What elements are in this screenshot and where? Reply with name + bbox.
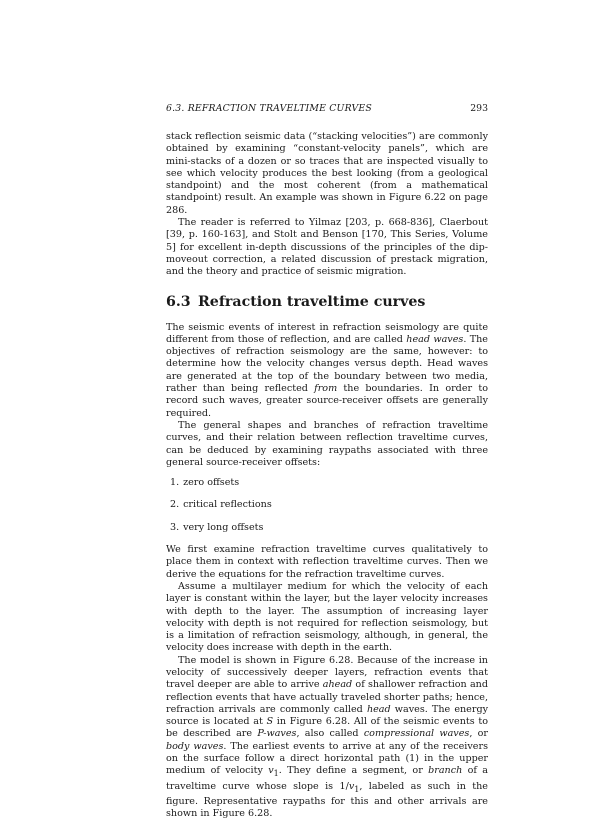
emphasis: from: [314, 383, 338, 395]
emphasis: ahead: [322, 679, 353, 691]
text-run: . The earliest events to arrive at any of the receivers on the surface follow a direct horizontal path (1) in the upper medium of velocity: [166, 740, 488, 777]
math-var: v: [268, 765, 274, 777]
paragraph-references: The reader is referred to Yilmaz [203, p. 668-836], Claerbout [39, p. 160-163], and Stolt and Benson [170, This Series, Volume 5] for excellent in-depth discussions of the principles of the dip-moveout correction, a related discussion of prestack migration, and the theory and practice of seismic migration.: [166, 217, 488, 278]
text-run: waves. The energy source is located at: [166, 703, 489, 728]
text-run: in Figure 6.28. All of the seismic events to be described are: [166, 716, 488, 740]
paragraph-qualitative: We first examine refraction traveltime curves qualitatively to place them in context with reflection traveltime curves. Then we derive the equations for the refraction traveltime curves.: [166, 544, 488, 580]
running-header: [166, 103, 488, 115]
math-subscript: 1: [273, 769, 279, 779]
text-run: , labeled as such in the figure. Representative raypaths for this and other arrivals are shown in Figure 6.28.: [166, 780, 488, 820]
list-item-text: critical reflections: [183, 499, 272, 511]
text-run: , or: [469, 728, 489, 740]
section-title: Refraction traveltime curves: [198, 293, 426, 310]
math-var: v: [348, 780, 355, 792]
text-run: , also called: [296, 728, 364, 740]
text-run: . They define a segment, or: [278, 765, 429, 777]
list-item-text: zero offsets: [183, 477, 240, 489]
text-run: The model is shown in Figure 6.28. Because of the increase in velocity of successively deeper layers, refraction events that travel deeper are able to arrive: [166, 654, 488, 691]
body-text: [166, 131, 488, 820]
emphasis: head waves: [406, 333, 464, 345]
emphasis: head: [366, 703, 391, 715]
list-item: [170, 522, 488, 534]
section-heading: [166, 294, 488, 311]
list-marker: 2.: [170, 499, 180, 511]
math-subscript: 1: [354, 784, 360, 794]
list-marker: 3.: [170, 521, 180, 533]
emphasis: compressional waves: [363, 728, 470, 740]
paragraph-general-shapes: The general shapes and branches of refraction traveltime curves, and their relation between reflection traveltime curves, can be deduced by examining raypaths associated with three general source-receiver offsets:: [166, 419, 488, 468]
page-number: 293: [470, 103, 488, 114]
list-item: [170, 499, 488, 511]
emphasis: body waves: [166, 740, 224, 752]
text-run: . The objectives of refraction seismology are the same, however: to determine how the velocity changes versus depth. Head waves are generated at the top of the boundary between two media, rather than being reflected: [166, 333, 488, 395]
list-marker: 1.: [170, 477, 180, 489]
paragraph-model: [166, 655, 488, 820]
emphasis: S: [266, 716, 274, 728]
text-run: The seismic events of interest in refraction seismology are quite different from those of reflection, and are called: [166, 321, 488, 345]
offset-list: [166, 477, 488, 534]
emphasis: branch: [428, 765, 463, 777]
text-run: the boundaries. In order to record such waves, greater source-receiver offsets are generally required.: [166, 383, 488, 419]
running-title: 6.3. REFRACTION TRAVELTIME CURVES: [166, 103, 372, 114]
text-run: of a traveltime curve whose slope is 1/: [166, 765, 488, 792]
list-item-text: very long offsets: [183, 521, 264, 533]
paragraph-stacking-velocities: stack reflection seismic data (“stacking velocities”) are commonly obtained by examining “constant-velocity panels”, which are mini-stacks of a dozen or so traces that are inspected visually to see which velocity produces the best looking (from a geological standpoint) and the most coherent (from a mathematical standpoint) result. An example was shown in Figure 6.22 on page 286.: [166, 131, 488, 216]
list-item: [170, 477, 488, 489]
text-run: of shallower refraction and reflection events that have actually traveled shorter paths; hence, refraction arrivals are commonly called: [166, 679, 488, 715]
paragraph-multilayer: Assume a multilayer medium for which the velocity of each layer is constant within the layer, but the layer velocity increases with depth to the layer. The assumption of increasing layer velocity with depth is not required for reflection seismology, but is a limitation of refraction seismology, although, in general, the velocity does increase with depth in the earth.: [166, 580, 488, 654]
emphasis: P-waves: [257, 728, 297, 740]
paragraph-head-waves: [166, 322, 488, 420]
section-number: 6.3: [166, 293, 191, 310]
